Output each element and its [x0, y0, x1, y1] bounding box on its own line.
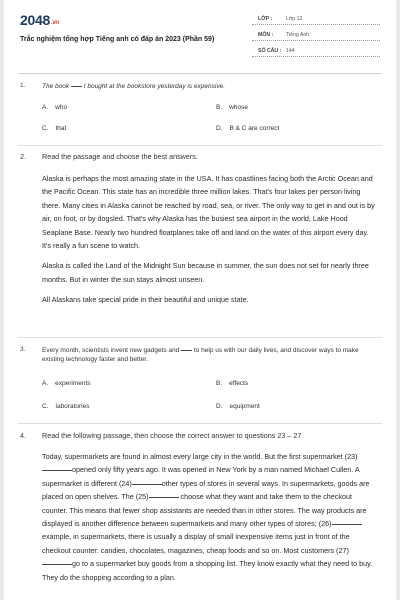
- answer-blank-24: [132, 484, 162, 485]
- site-logo[interactable]: [20, 12, 59, 28]
- question-text: Every month, scientists invent new gadgets and to help us with our daily lives, and discover ways to make existing technology faster and better.: [42, 347, 359, 364]
- question-3: [20, 346, 382, 416]
- question-text: Read the passage and choose the best answers.: [42, 152, 198, 161]
- answer-blank-25: [149, 497, 179, 498]
- question-number: 3.: [20, 346, 26, 353]
- document-title: Trắc nghiệm tổng hợp Tiếng anh có đáp án 2023 (Phần 59): [20, 36, 215, 43]
- answer-blank-26: [332, 524, 362, 525]
- logo-suffix: .vn: [50, 20, 59, 26]
- passage-paragraph: Today, supermarkets are found in almost every large city in the world. But the first supermarket (23)opened only fifty years ago. It was opened in New York by a man named Michael Cullen. A supermarket is different (24) other types of stores in several ways. In supermarkets, goods are placed on open shelves. The (25) choose what they want and take them to the checkout counter. This means that fewer shop assistants are needed than in other stores. The way products are displayed is another difference between supermarkets and many other types of stores; (26) example, in supermarkets, there is usually a display of small inexpensive items just in front of the checkout counter: candies, chocolates, magazines, cheap foods and so on. Most customers (27)go to a supermarket buy goods from a shopping list. They know exactly what they need to buy. They do the shopping according to a plan.: [42, 452, 373, 582]
- question-number: 2.: [20, 152, 26, 161]
- answer-blank-27: [42, 564, 72, 565]
- meta-count-value: 144: [286, 48, 295, 54]
- answer-blank: [181, 350, 192, 351]
- question-number: 1.: [20, 82, 26, 89]
- option-b[interactable]: B. whose: [216, 104, 248, 111]
- option-a[interactable]: A. who: [42, 104, 68, 111]
- passage-paragraph: Alaska is perhaps the most amazing state in the USA. It has coastlines facing both the Arctic Ocean and the Pacific Ocean. This state has an incredible three million lakes. That's four lakes per person living there. Many cities in Alaska cannot be reached by road, sea, or river. The only way to get in and out is by air, on foot, or by dogsled. That's why Alaska has the busiest sea airport in the world, Lake Hood Seaplane Base. Nearly two hundred floatplanes take off and land on the water of this airport every day. It's really a fun scene to watch.: [42, 174, 375, 251]
- answer-blank-23: [42, 470, 72, 471]
- passage-paragraph: Alaska is called the Land of the Midnight Sun because in summer, the sun does not set for nearly three months. But in winter the sun stays almost unseen.: [42, 261, 369, 284]
- meta-subject-value: Tiếng Anh: [286, 32, 310, 38]
- meta-class: [252, 12, 380, 25]
- logo-main: 2048: [20, 12, 50, 28]
- option-d[interactable]: D. B & C are correct: [216, 125, 280, 132]
- option-d[interactable]: D. equipment: [216, 403, 260, 410]
- option-c[interactable]: C. laboratories: [42, 403, 90, 410]
- reading-passage: [42, 450, 378, 584]
- meta-subject: [252, 28, 380, 41]
- option-c[interactable]: C. that: [42, 125, 67, 132]
- question-1: [20, 82, 382, 142]
- question-text: Read the following passage, then choose the correct answer to questions 23 – 27: [42, 431, 302, 440]
- question-number: 4.: [20, 431, 26, 440]
- answer-blank: [71, 86, 82, 87]
- question-4: [20, 431, 382, 441]
- question-divider: [18, 145, 382, 146]
- document-sheet: [4, 0, 396, 600]
- meta-count-key: SỐ CÂU :: [258, 48, 282, 54]
- meta-subject-key: MÔN :: [258, 32, 274, 38]
- question-divider: [18, 423, 382, 424]
- header-divider: [18, 73, 382, 74]
- reading-passage: [42, 172, 378, 307]
- question-text: The book I bought at the bookstore yesterday is expensive.: [42, 83, 226, 90]
- question-2: [20, 152, 382, 162]
- passage-paragraph: All Alaskans take special pride in their beautiful and unique state.: [42, 295, 249, 305]
- meta-count: [252, 44, 380, 57]
- document-header: [4, 0, 396, 72]
- option-b[interactable]: B. effects: [216, 380, 249, 387]
- meta-class-value: Lớp 12: [286, 16, 303, 22]
- meta-class-key: LỚP :: [258, 16, 273, 22]
- question-divider: [18, 337, 382, 338]
- option-a[interactable]: A. experiments: [42, 380, 91, 387]
